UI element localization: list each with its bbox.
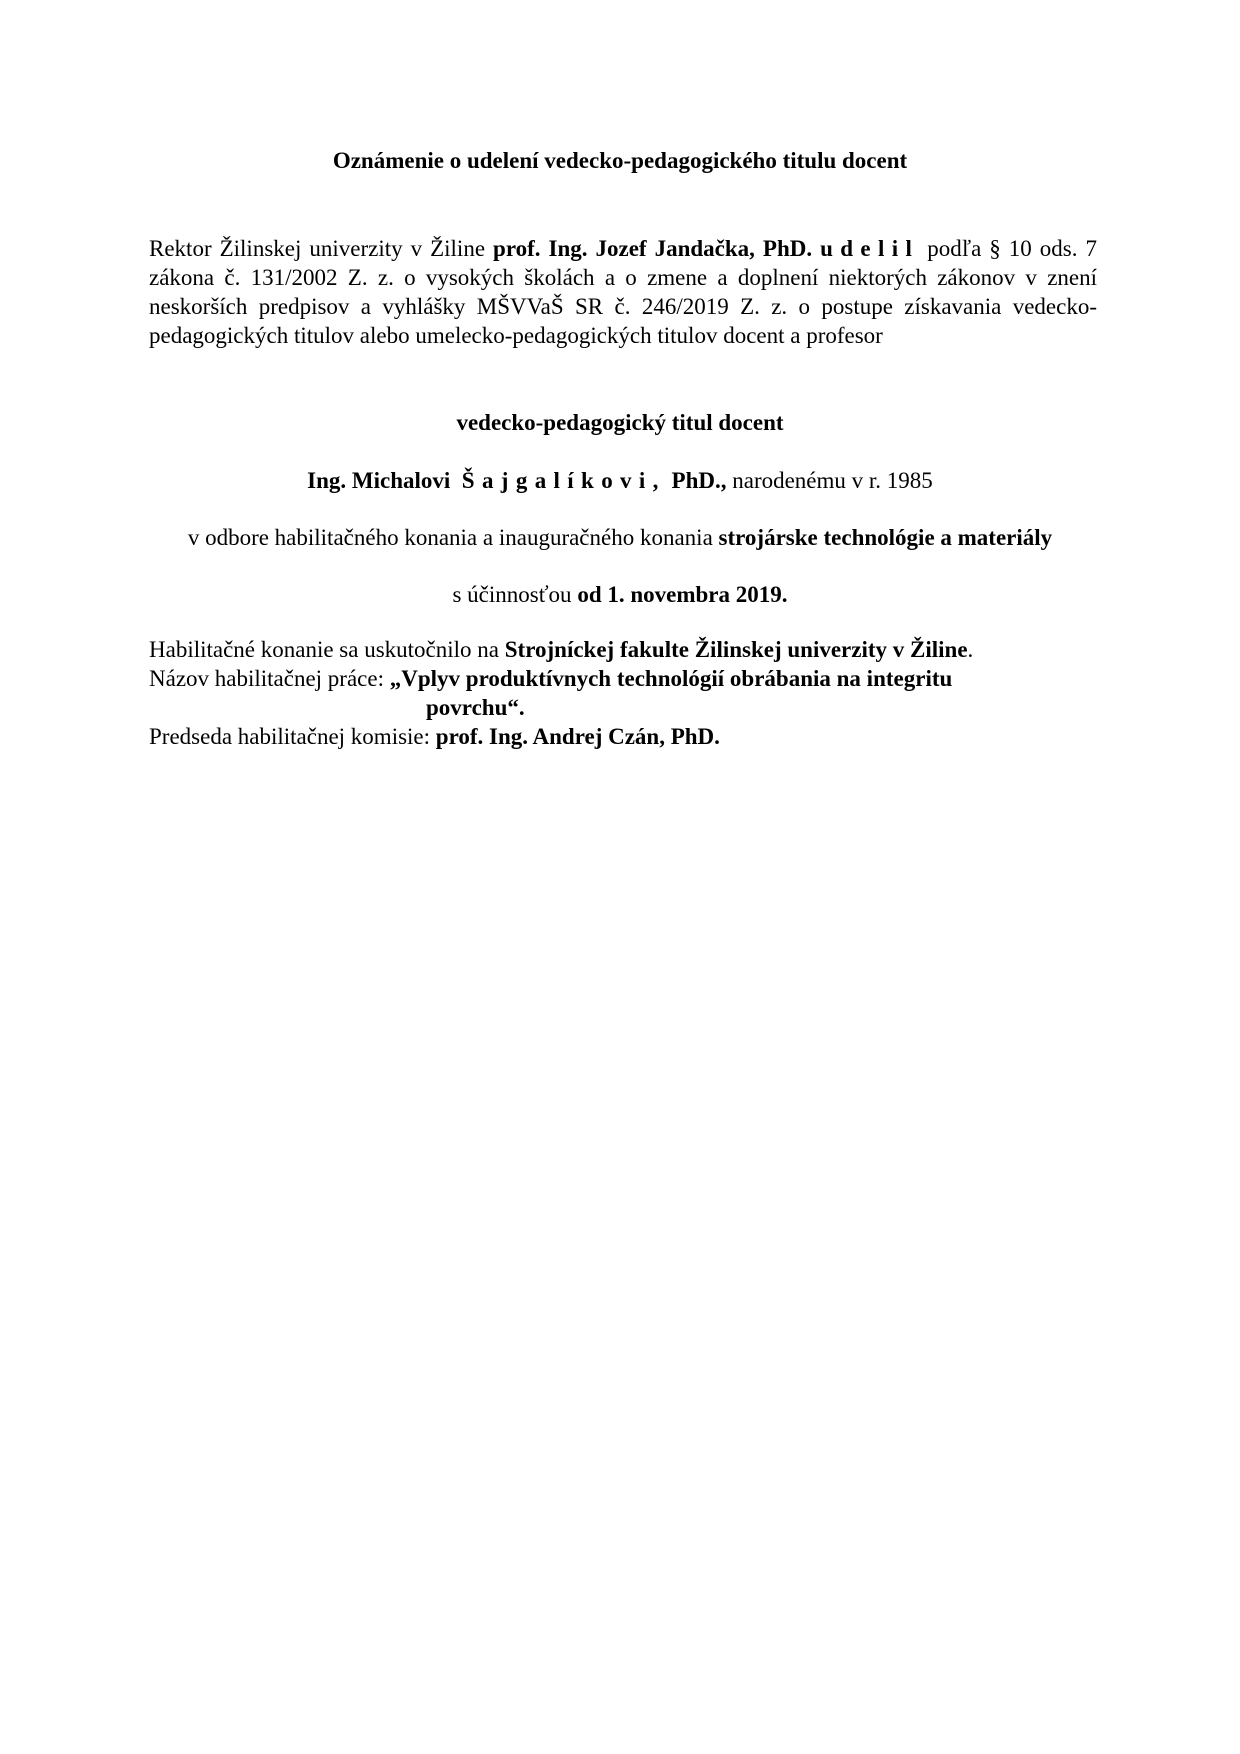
intro-text-start: Rektor Žilinskej univerzity v Žiline bbox=[149, 236, 494, 261]
faculty-text: Habilitačné konanie sa uskutočnilo na bbox=[149, 637, 505, 662]
thesis-title-second: povrchu“. bbox=[426, 695, 525, 720]
document-title: Oznámenie o udelení vedecko-pedagogického titulu docent bbox=[332, 148, 908, 173]
field-name: strojárske technológie a materiály bbox=[718, 525, 1053, 550]
recipient-prefix: Ing. Michalovi bbox=[307, 468, 451, 493]
thesis-line bbox=[149, 664, 1109, 693]
awarded-verb: udelil bbox=[820, 236, 920, 261]
recipient-born: narodenému v r. 1985 bbox=[726, 468, 933, 493]
thesis-label: Názov habilitačnej práce: bbox=[149, 666, 390, 691]
faculty-line bbox=[149, 635, 1109, 664]
field-line bbox=[0, 523, 1240, 553]
intro-paragraph bbox=[149, 234, 1097, 350]
faculty-end: . bbox=[967, 637, 974, 662]
recipient-suffix: PhD., bbox=[665, 468, 727, 493]
effective-date: od 1. novembra 2019. bbox=[577, 582, 788, 607]
field-text: v odbore habilitačného konania a inauguračného konania bbox=[187, 525, 719, 550]
faculty-name: Strojníckej fakulte Žilinskej univerzity v Žiline bbox=[504, 637, 968, 662]
recipient-surname: Šajgalíkovi, bbox=[461, 468, 666, 493]
chair-name: prof. Ing. Andrej Czán, PhD. bbox=[435, 724, 720, 749]
intro-text-legal: podľa § 10 ods. 7 zákona č. 131/2002 Z. z. o vysokých školách a o zmene a doplnení niektorých zákonov v znení neskorších predpisov a vyhlášky MŠVVaŠ SR č. 246/2019 Z. z. o postupe získavania vedecko-pedagogických titulov alebo umelecko-pedagogických titulov docent a profesor bbox=[149, 236, 1097, 348]
habilitation-info bbox=[149, 635, 1109, 751]
recipient-line bbox=[0, 466, 1240, 496]
degree-title: vedecko-pedagogický titul docent bbox=[456, 410, 784, 435]
chair-line bbox=[149, 722, 1109, 751]
rector-name: prof. Ing. Jozef Jandačka, PhD. bbox=[493, 236, 813, 261]
thesis-title-first: „Vplyv produktívnych technológií obrábania na integritu bbox=[389, 666, 953, 691]
chair-label: Predseda habilitačnej komisie: bbox=[149, 724, 436, 749]
effective-text: s účinnosťou bbox=[452, 582, 578, 607]
effective-line bbox=[0, 580, 1240, 610]
